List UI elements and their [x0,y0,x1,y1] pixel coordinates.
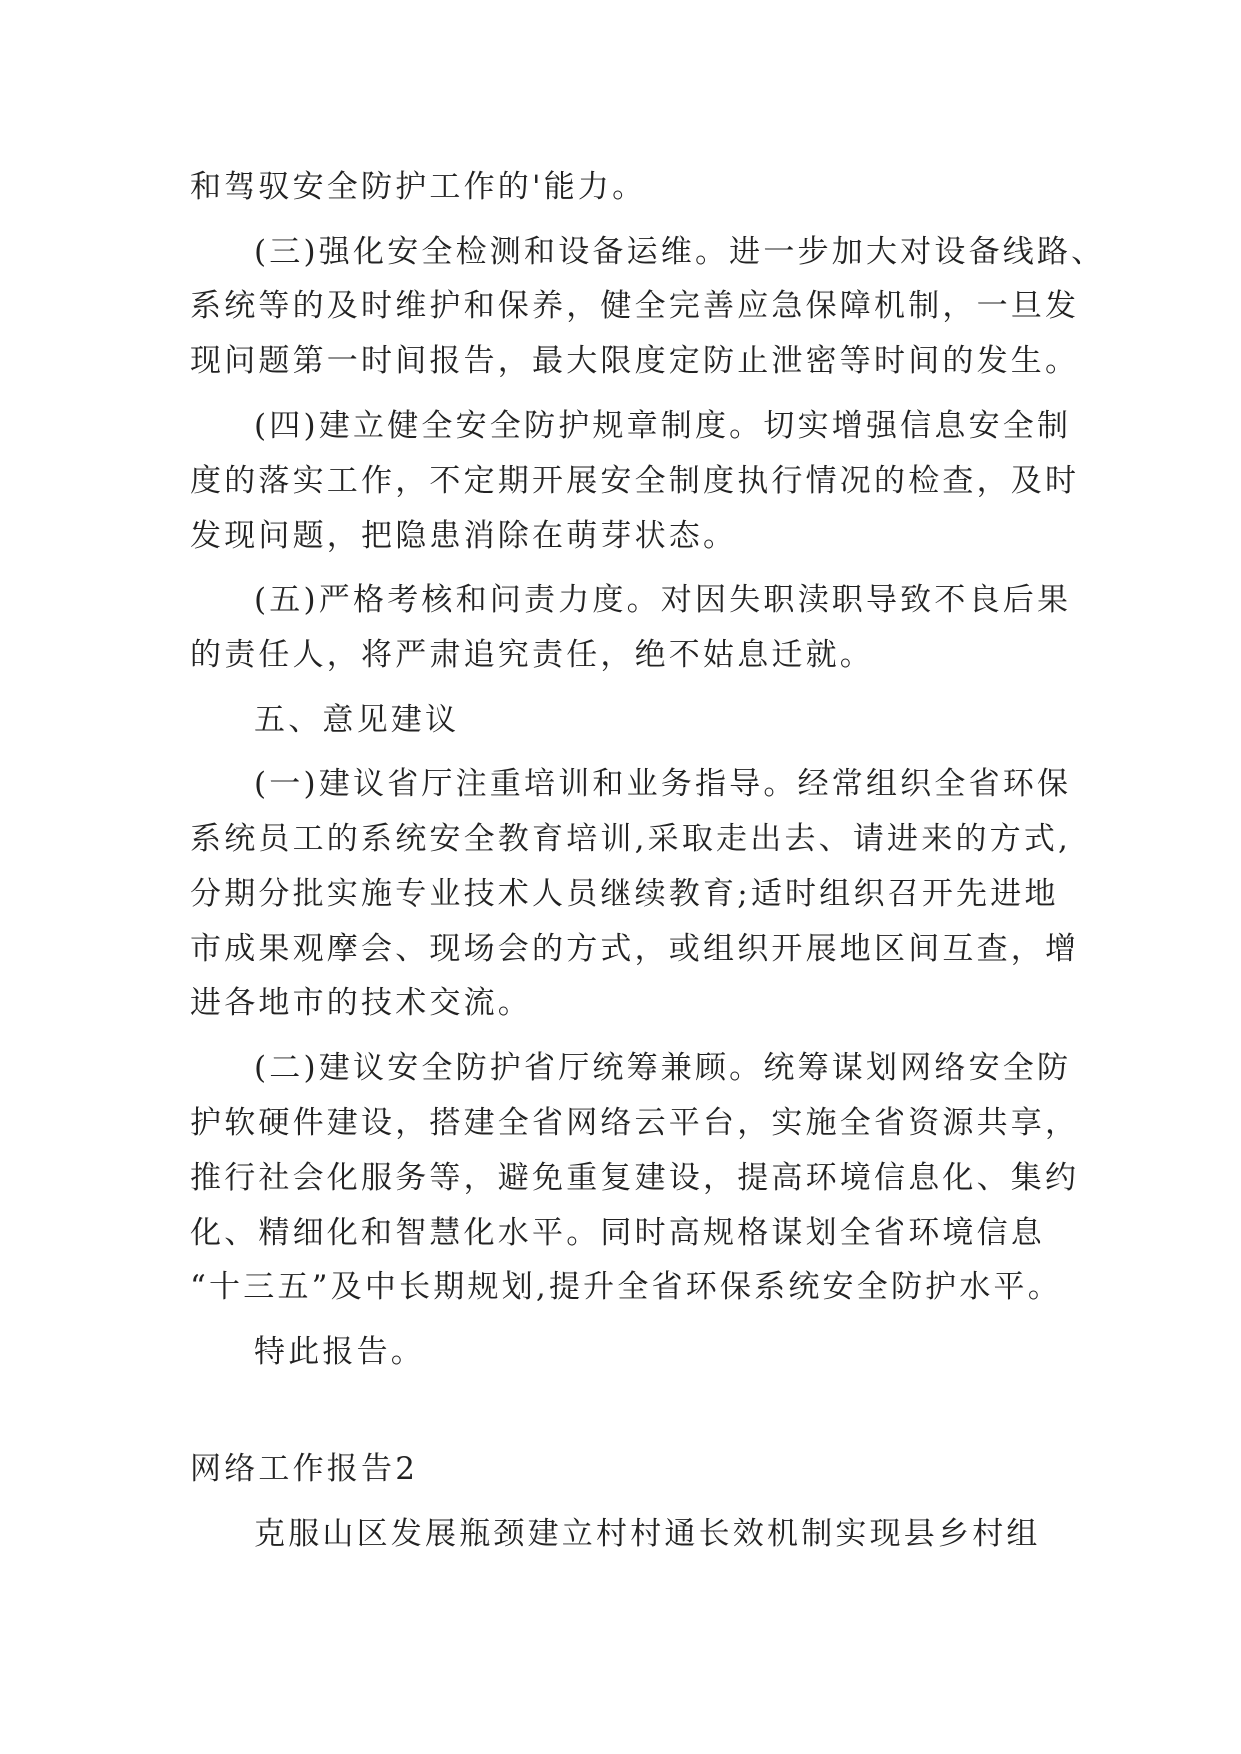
paragraph-line: (四)建立健全安全防护规章制度。切实增强信息安全制 [254,408,1072,444]
paragraph-line: 的责任人，将严肃追究责任，绝不姑息迁就。 [190,637,874,673]
paragraph-line: 系统员工的系统安全教育培训,采取走出去、请进来的方式, [190,821,1072,857]
paragraph-line: 护软硬件建设，搭建全省网络云平台，实施全省资源共享， [190,1105,1080,1141]
paragraph-line: 系统等的及时维护和保养，健全完善应急保障机制，一旦发 [190,288,1080,324]
paragraph-line: 现问题第一时间报告，最大限度定防止泄密等时间的发生。 [190,343,1080,379]
paragraph-line: 分期分批实施专业技术人员继续教育;适时组织召开先进地 [190,876,1059,912]
paragraph-line: “十三五”及中长期规划,提升全省环保系统安全防护水平。 [190,1269,1062,1305]
paragraph-line: 市成果观摩会、现场会的方式，或组织开展地区间互查，增 [190,931,1080,967]
section-heading: 五、意见建议 [254,702,460,738]
paragraph-line: 和驾驭安全防护工作的'能力。 [190,169,647,205]
paragraph-line: (三)强化安全检测和设备运维。进一步加大对设备线路、 [254,234,1106,270]
paragraph-line: (五)严格考核和问责力度。对因失职渎职导致不良后果 [254,582,1072,618]
paragraph-line: (一)建议省厅注重培训和业务指导。经常组织全省环保 [254,766,1072,802]
paragraph-line: 克服山区发展瓶颈建立村村通长效机制实现县乡村组 [254,1516,1041,1552]
paragraph-line: 化、精细化和智慧化水平。同时高规格谋划全省环境信息 [190,1215,1045,1251]
paragraph-line: 进各地市的技术交流。 [190,985,532,1021]
paragraph-line: 推行社会化服务等，避免重复建设，提高环境信息化、集约 [190,1160,1080,1196]
paragraph-line: 发现问题，把隐患消除在萌芽状态。 [190,518,738,554]
closing-line: 特此报告。 [254,1334,425,1370]
report-title: 网络工作报告2 [190,1451,419,1487]
paragraph-line: 度的落实工作，不定期开展安全制度执行情况的检查，及时 [190,463,1080,499]
paragraph-line: (二)建议安全防护省厅统筹兼顾。统筹谋划网络安全防 [254,1050,1072,1086]
